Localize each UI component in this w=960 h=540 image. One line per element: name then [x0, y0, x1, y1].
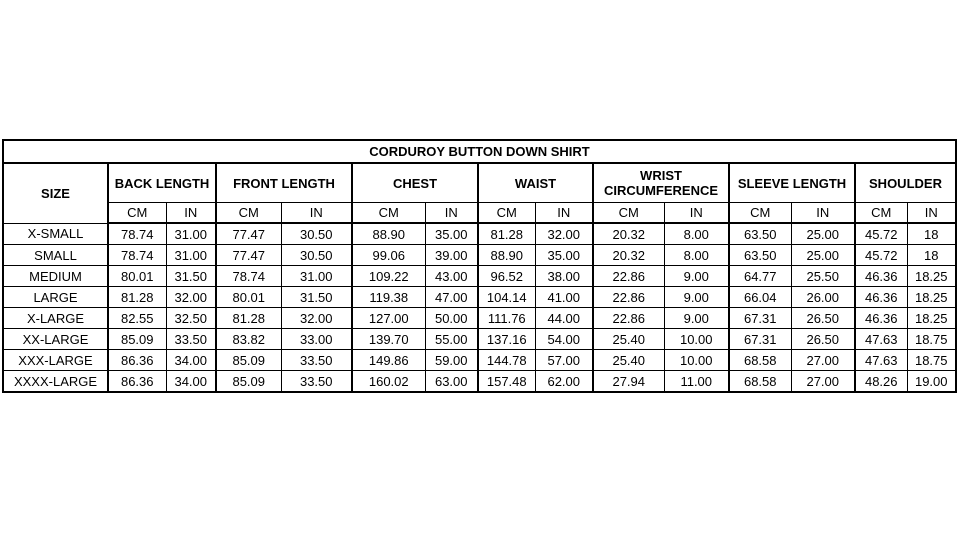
- unit-header: CM: [593, 203, 664, 224]
- measurement-cell: 9.00: [664, 308, 729, 329]
- measurement-cell: 33.50: [281, 350, 352, 371]
- measurement-cell: 47.00: [425, 287, 478, 308]
- group-header-chest: CHEST: [352, 163, 478, 203]
- group-header-waist: WAIST: [478, 163, 593, 203]
- unit-header: CM: [108, 203, 166, 224]
- measurement-cell: 18.25: [907, 287, 956, 308]
- measurement-cell: 77.47: [216, 223, 281, 245]
- measurement-cell: 78.74: [108, 245, 166, 266]
- measurement-cell: 77.47: [216, 245, 281, 266]
- measurement-cell: 25.00: [791, 245, 855, 266]
- measurement-cell: 10.00: [664, 329, 729, 350]
- table-row: [3, 350, 956, 371]
- measurement-cell: 50.00: [425, 308, 478, 329]
- measurement-cell: 32.00: [166, 287, 216, 308]
- measurement-cell: 81.28: [216, 308, 281, 329]
- measurement-cell: 111.76: [478, 308, 535, 329]
- measurement-cell: 34.00: [166, 350, 216, 371]
- measurement-cell: 22.86: [593, 287, 664, 308]
- measurement-cell: 32.00: [535, 223, 593, 245]
- table-row: [3, 308, 956, 329]
- measurement-cell: 45.72: [855, 223, 907, 245]
- unit-header: CM: [855, 203, 907, 224]
- measurement-cell: 54.00: [535, 329, 593, 350]
- measurement-cell: 30.50: [281, 223, 352, 245]
- measurement-cell: 30.50: [281, 245, 352, 266]
- measurement-cell: 85.09: [216, 350, 281, 371]
- measurement-cell: 68.58: [729, 350, 791, 371]
- size-label: X-LARGE: [3, 308, 108, 329]
- measurement-cell: 63.50: [729, 223, 791, 245]
- unit-header: CM: [478, 203, 535, 224]
- measurement-cell: 104.14: [478, 287, 535, 308]
- measurement-cell: 83.82: [216, 329, 281, 350]
- table-row: [3, 287, 956, 308]
- table-row: [3, 223, 956, 245]
- measurement-cell: 34.00: [166, 371, 216, 393]
- measurement-cell: 139.70: [352, 329, 425, 350]
- table-row: [3, 266, 956, 287]
- measurement-cell: 137.16: [478, 329, 535, 350]
- measurement-cell: 8.00: [664, 245, 729, 266]
- measurement-cell: 64.77: [729, 266, 791, 287]
- measurement-cell: 39.00: [425, 245, 478, 266]
- measurement-cell: 78.74: [108, 223, 166, 245]
- group-header-wrist-line2: CIRCUMFERENCE: [603, 183, 719, 198]
- group-header-shoulder: SHOULDER: [855, 163, 956, 203]
- measurement-cell: 26.00: [791, 287, 855, 308]
- measurement-cell: 26.50: [791, 308, 855, 329]
- measurement-cell: 25.40: [593, 329, 664, 350]
- size-chart-table: [2, 139, 957, 393]
- measurement-cell: 67.31: [729, 308, 791, 329]
- unit-header: IN: [664, 203, 729, 224]
- measurement-cell: 157.48: [478, 371, 535, 393]
- measurement-cell: 149.86: [352, 350, 425, 371]
- unit-header: CM: [216, 203, 281, 224]
- measurement-cell: 27.00: [791, 350, 855, 371]
- measurement-cell: 33.00: [281, 329, 352, 350]
- size-label: MEDIUM: [3, 266, 108, 287]
- group-header-wrist-line1: WRIST: [640, 168, 682, 183]
- unit-header: IN: [907, 203, 956, 224]
- measurement-cell: 31.00: [166, 245, 216, 266]
- measurement-cell: 46.36: [855, 287, 907, 308]
- size-column-header: SIZE: [3, 163, 108, 223]
- size-label: XXX-LARGE: [3, 350, 108, 371]
- measurement-cell: 35.00: [425, 223, 478, 245]
- measurement-cell: 85.09: [108, 329, 166, 350]
- measurement-cell: 33.50: [166, 329, 216, 350]
- measurement-cell: 96.52: [478, 266, 535, 287]
- measurement-cell: 25.50: [791, 266, 855, 287]
- unit-header: IN: [535, 203, 593, 224]
- measurement-cell: 22.86: [593, 266, 664, 287]
- table-row: [3, 371, 956, 393]
- group-header-sleeve-length: SLEEVE LENGTH: [729, 163, 855, 203]
- measurement-cell: 18.25: [907, 266, 956, 287]
- measurement-cell: 22.86: [593, 308, 664, 329]
- measurement-cell: 11.00: [664, 371, 729, 393]
- unit-header: CM: [729, 203, 791, 224]
- measurement-cell: 88.90: [478, 245, 535, 266]
- measurement-cell: 144.78: [478, 350, 535, 371]
- measurement-cell: 27.00: [791, 371, 855, 393]
- measurement-cell: 18.25: [907, 308, 956, 329]
- measurement-cell: 55.00: [425, 329, 478, 350]
- unit-header: CM: [352, 203, 425, 224]
- measurement-cell: 80.01: [216, 287, 281, 308]
- measurement-cell: 63.00: [425, 371, 478, 393]
- measurement-cell: 63.50: [729, 245, 791, 266]
- size-label: LARGE: [3, 287, 108, 308]
- unit-header: IN: [281, 203, 352, 224]
- measurement-cell: 81.28: [108, 287, 166, 308]
- measurement-cell: 18.75: [907, 350, 956, 371]
- measurement-cell: 86.36: [108, 371, 166, 393]
- size-label: XXXX-LARGE: [3, 371, 108, 393]
- unit-header: IN: [791, 203, 855, 224]
- group-header-wrist-circumference: [593, 163, 729, 203]
- measurement-cell: 119.38: [352, 287, 425, 308]
- size-label: SMALL: [3, 245, 108, 266]
- measurement-cell: 9.00: [664, 266, 729, 287]
- measurement-cell: 62.00: [535, 371, 593, 393]
- measurement-cell: 26.50: [791, 329, 855, 350]
- measurement-cell: 81.28: [478, 223, 535, 245]
- measurement-cell: 44.00: [535, 308, 593, 329]
- measurement-cell: 35.00: [535, 245, 593, 266]
- measurement-cell: 85.09: [216, 371, 281, 393]
- measurement-cell: 47.63: [855, 329, 907, 350]
- table-row: [3, 329, 956, 350]
- measurement-cell: 68.58: [729, 371, 791, 393]
- size-label: XX-LARGE: [3, 329, 108, 350]
- measurement-cell: 88.90: [352, 223, 425, 245]
- measurement-cell: 27.94: [593, 371, 664, 393]
- measurement-cell: 59.00: [425, 350, 478, 371]
- measurement-cell: 25.00: [791, 223, 855, 245]
- measurement-cell: 18: [907, 245, 956, 266]
- measurement-cell: 47.63: [855, 350, 907, 371]
- measurement-cell: 160.02: [352, 371, 425, 393]
- size-chart-container: [2, 139, 957, 393]
- measurement-cell: 31.00: [281, 266, 352, 287]
- measurement-cell: 31.50: [281, 287, 352, 308]
- measurement-cell: 46.36: [855, 308, 907, 329]
- table-row: [3, 245, 956, 266]
- measurement-cell: 19.00: [907, 371, 956, 393]
- measurement-cell: 67.31: [729, 329, 791, 350]
- measurement-cell: 41.00: [535, 287, 593, 308]
- size-label: X-SMALL: [3, 223, 108, 245]
- unit-header: IN: [166, 203, 216, 224]
- group-header-front-length: FRONT LENGTH: [216, 163, 352, 203]
- measurement-cell: 32.50: [166, 308, 216, 329]
- measurement-cell: 38.00: [535, 266, 593, 287]
- measurement-cell: 32.00: [281, 308, 352, 329]
- measurement-cell: 127.00: [352, 308, 425, 329]
- measurement-cell: 43.00: [425, 266, 478, 287]
- measurement-cell: 82.55: [108, 308, 166, 329]
- measurement-cell: 10.00: [664, 350, 729, 371]
- measurement-cell: 45.72: [855, 245, 907, 266]
- measurement-cell: 78.74: [216, 266, 281, 287]
- group-header-back-length: BACK LENGTH: [108, 163, 216, 203]
- measurement-cell: 20.32: [593, 245, 664, 266]
- measurement-cell: 86.36: [108, 350, 166, 371]
- measurement-cell: 57.00: [535, 350, 593, 371]
- measurement-cell: 109.22: [352, 266, 425, 287]
- measurement-cell: 9.00: [664, 287, 729, 308]
- measurement-cell: 31.50: [166, 266, 216, 287]
- measurement-cell: 20.32: [593, 223, 664, 245]
- measurement-cell: 99.06: [352, 245, 425, 266]
- measurement-cell: 18: [907, 223, 956, 245]
- measurement-cell: 66.04: [729, 287, 791, 308]
- unit-header: IN: [425, 203, 478, 224]
- measurement-cell: 25.40: [593, 350, 664, 371]
- measurement-cell: 18.75: [907, 329, 956, 350]
- measurement-cell: 80.01: [108, 266, 166, 287]
- measurement-cell: 48.26: [855, 371, 907, 393]
- measurement-cell: 46.36: [855, 266, 907, 287]
- measurement-cell: 31.00: [166, 223, 216, 245]
- measurement-cell: 33.50: [281, 371, 352, 393]
- chart-title: CORDUROY BUTTON DOWN SHIRT: [3, 140, 956, 163]
- measurement-cell: 8.00: [664, 223, 729, 245]
